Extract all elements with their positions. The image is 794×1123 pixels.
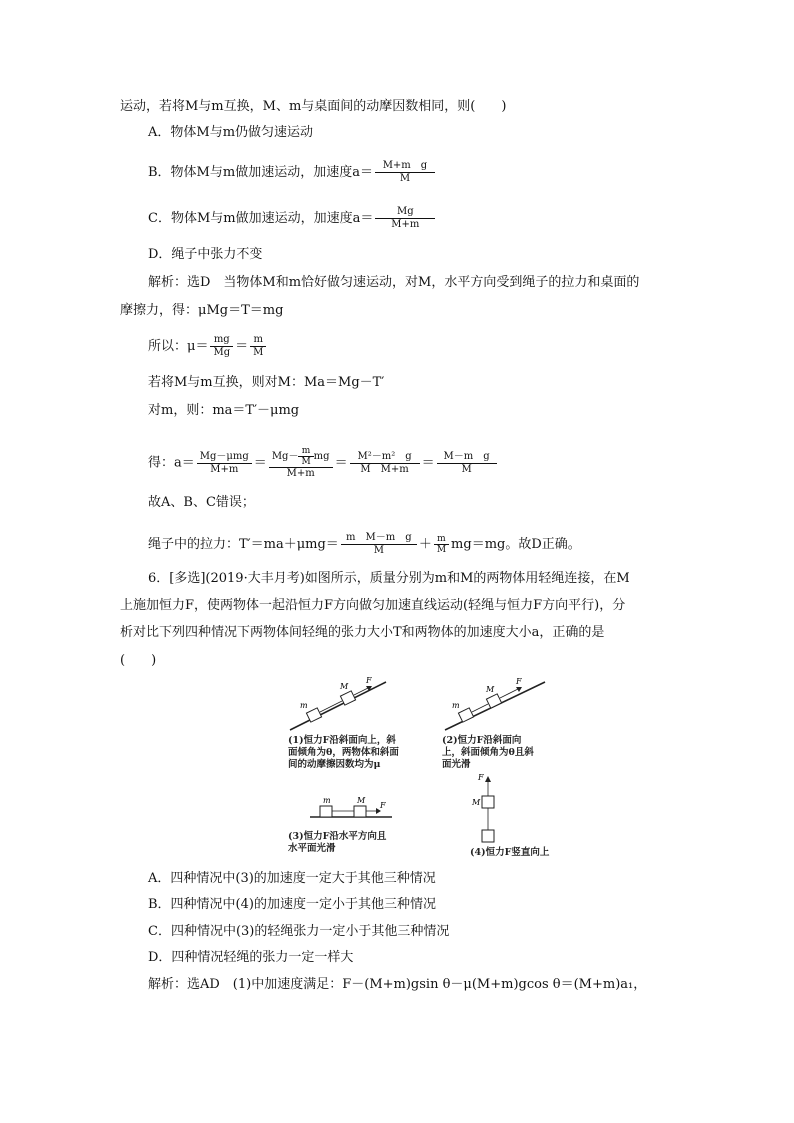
question-6-line3: 析对比下列四种情况下两物体间轻绳的张力大小T和两物体的加速度大小a，正确的是: [120, 625, 605, 640]
label-F-2: F: [516, 677, 522, 686]
caption-case-4: (4)恒力F竖直向上: [470, 847, 550, 858]
q5-option-c: C．物体M与m做加速运动，加速度a＝ $\frac{Mg}{M+m}$: [148, 206, 437, 231]
label-m-3: m: [323, 796, 331, 805]
label-M-1: M: [340, 682, 349, 691]
label-m-1: m: [300, 701, 308, 710]
q6-option-b: B．四种情况中(4)的加速度一定小于其他三种情况: [148, 897, 436, 912]
label-M-4: M: [472, 798, 481, 807]
label-M-3: M: [357, 796, 366, 805]
q6-option-c: C．四种情况中(3)的轻绳张力一定小于其他三种情况: [148, 924, 450, 939]
q6-option-a: A．四种情况中(3)的加速度一定大于其他三种情况: [148, 871, 436, 886]
caption-case-1: (1)恒力F沿斜面向上，斜 面倾角为θ，两物体和斜面 间的动摩擦因数均为μ: [288, 735, 399, 770]
solution-6-line1: 解析：选AD (1)中加速度满足：F－(M+m)gsin θ－μ(M+m)gcos θ＝(M+m)a₁，: [148, 977, 647, 992]
question-6-line1: 6．[多选](2019·大丰月考)如图所示，质量分别为m和M的两物体用轻绳连接，在M: [148, 571, 630, 586]
figure-four-cases: [280, 672, 560, 864]
q5-option-b: B．物体M与m做加速运动，加速度a＝ $\frac{\text{M+m g}}{M}$: [148, 160, 437, 185]
caption-case-3: (3)恒力F沿水平方向且 水平面光滑: [288, 831, 387, 854]
solution-5-line6: 得：a＝ $\frac{\text{Mg－μmg}}{M+m}$ ＝ Mg－ $\frac{m}{M}$ mg M+m ＝ $\frac{\text{M²－m² g}}{\text{M M+m}}$ ＝ $\frac{\text{M－m g}}{M}$: [148, 446, 499, 480]
question-6-line2: 上施加恒力F，使两物体一起沿恒力F方向做匀加速直线运动(轻绳与恒力F方向平行)，分: [120, 598, 626, 613]
solution-5-line3: 所以：μ＝ $\frac{mg}{Mg}$ ＝ $\frac{m}{M}$: [148, 334, 268, 359]
solution-5-line8: 绳子中的拉力：T′＝ma＋μmg＝ $\frac{\text{m M－m g}}{M}$ ＋ $\frac{m}{M}$ mg＝mg。故D正确。: [148, 532, 581, 556]
q5-option-a: A．物体M与m仍做匀速运动: [148, 125, 314, 140]
q5-option-d: D．绳子中张力不变: [148, 247, 263, 262]
label-M-2: M: [486, 685, 495, 694]
solution-5-line1: 解析：选D 当物体M和m恰好做匀速运动，对M，水平方向受到绳子的拉力和桌面的: [148, 275, 640, 290]
question-5-tail: 运动，若将M与m互换，M、m与桌面间的动摩因数相同，则( ): [120, 99, 507, 114]
label-F-3: F: [380, 801, 386, 810]
diagram-case-4: [471, 773, 494, 842]
diagram-case-3: [310, 796, 392, 817]
label-F-1: F: [366, 676, 372, 685]
solution-5-line4: 若将M与m互换，则对M：Ma＝Mg－T′: [148, 375, 385, 390]
question-6-line4: ( ): [120, 653, 157, 668]
solution-5-line7: 故A、B、C错误；: [148, 495, 255, 510]
diagram-case-2: [445, 677, 545, 730]
label-m-2: m: [452, 701, 460, 710]
solution-5-line2: 摩擦力，得：μMg＝T＝mg: [120, 303, 284, 318]
q6-option-d: D．四种情况轻绳的张力一定一样大: [148, 950, 354, 965]
diagram-case-1: [290, 676, 386, 730]
label-F-4: F: [478, 773, 484, 782]
solution-5-line5: 对m，则：ma＝T′－μmg: [148, 403, 300, 418]
caption-case-2: (2)恒力F沿斜面向 上，斜面倾角为θ且斜 面光滑: [442, 735, 534, 770]
